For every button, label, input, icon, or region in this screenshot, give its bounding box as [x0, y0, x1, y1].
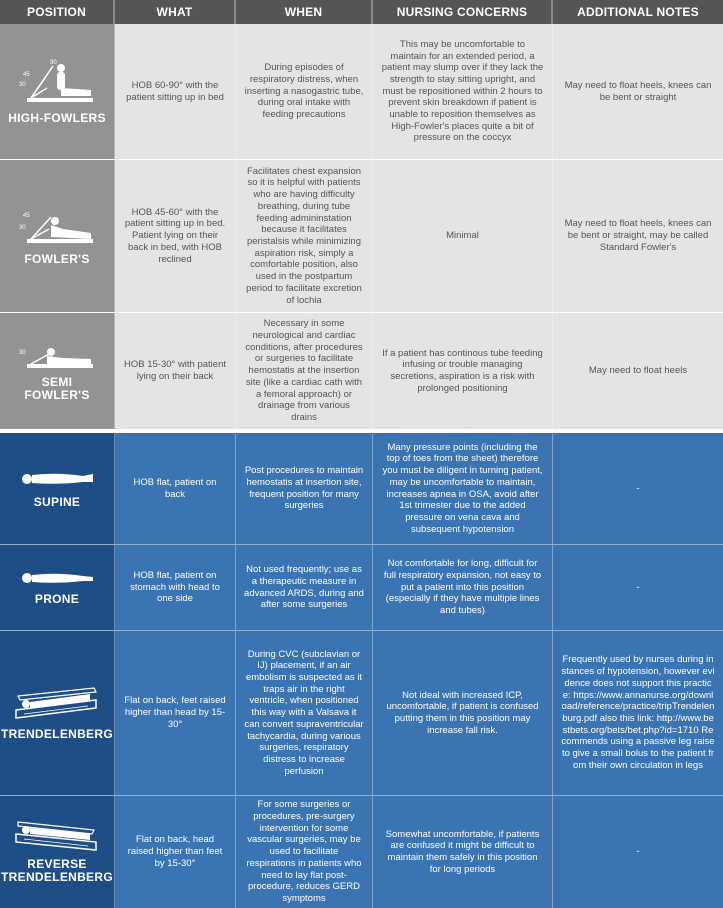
what-cell: HOB 15-30° with patient lying on their back: [115, 313, 236, 429]
position-name: SUPINE: [33, 495, 81, 509]
table-header: [0, 0, 723, 24]
position-cell: [0, 160, 115, 312]
when-cell: During episodes of respiratory distress, when inserting a nasogastric tube, during oral intake with feeding precautions: [236, 24, 373, 159]
position-cell: [0, 313, 115, 429]
notes-cell: -: [553, 796, 723, 908]
semi-fowlers-icon: [17, 340, 97, 370]
concerns-cell: Minimal: [373, 160, 553, 312]
when-cell: Necessary in some neurological and cardiac conditions, after procedures or surgeries to facilitate hemostatis at the insertion site (like a cardiac cath with a femoral approach) or drainage from various drains: [236, 313, 373, 429]
concerns-cell: Not ideal with increased ICP, uncomfortable, if patient is confused putting them in this position may increase fall risk.: [373, 631, 553, 795]
what-cell: HOB flat, patient on back: [115, 433, 236, 544]
position-name: FOWLER'S: [24, 251, 90, 266]
when-cell: For some surgeries or procedures, pre-surgery intervention for some vascular surgeries, may be used to facilitate respirations in patients who need to lay flat post-procedure, reduces GERD symptoms: [236, 796, 373, 908]
what-cell: Flat on back, feet raised higher than head by 15-30°: [115, 631, 236, 795]
notes-cell: -: [553, 433, 723, 544]
position-cell: [0, 796, 115, 908]
what-cell: HOB 45-60° with the patient sitting up in bed. Patient lying on their back in bed, with HOB reclined: [115, 160, 236, 312]
notes-cell: May need to float heels: [553, 313, 723, 429]
table-row: [0, 796, 723, 908]
when-cell: Not used frequently; use as a therapeutic measure in advanced ARDS, during and after some surgeries: [236, 545, 373, 630]
position-name: SEMI FOWLER'S: [24, 375, 90, 402]
header-position: POSITION: [0, 0, 115, 24]
position-cell: [0, 545, 115, 630]
header-nursing-concerns: NURSING CONCERNS: [373, 0, 553, 24]
what-cell: Flat on back, head raised higher than feet by 15-30°: [115, 796, 236, 908]
notes-cell: May need to float heels, knees can be bent or straight: [553, 24, 723, 159]
fowlers-icon: [17, 207, 97, 247]
header-additional-notes: ADDITIONAL NOTES: [577, 5, 699, 19]
table-row: [0, 433, 723, 545]
svg-text:30: 30: [19, 82, 26, 88]
table-row: [0, 24, 723, 160]
position-cell: [0, 24, 115, 159]
table-row: [0, 545, 723, 631]
prone-icon: [17, 569, 97, 587]
notes-cell: Frequently used by nurses during instances of hypotension, however evidence does not support this practice: https://www.annanurse.org/download/reference/practice/tripTrendelenburg.pdf also this link: http://www.bestbets.org/bets/bet.php?id=1710 Recommends using a passive leg raise to give a small bolus to the patient from their own circulation in legs: [553, 631, 723, 795]
concerns-cell: If a patient has continous tube feeding infusing or trouble managing secretions, aspiration is a risk with prolonged positioning: [373, 313, 553, 429]
position-name: HIGH-FOWLERS: [8, 111, 106, 125]
table-row: [0, 313, 723, 429]
trendelenberg-icon: [14, 686, 100, 722]
when-cell: During CVC (subclavian or IJ) placement, if an air embolism is suspected as it traps air in the right ventricle, when positioned this way with a Valsava it can convert supraventricular tachycardia, during various surgeries, respiratory distress to increase perfusion: [236, 631, 373, 795]
svg-text:30: 30: [19, 350, 26, 356]
svg-text:30: 30: [19, 224, 26, 231]
position-name: TRENDELENBERG: [1, 726, 113, 741]
svg-text:45: 45: [23, 72, 30, 78]
svg-text:45: 45: [23, 212, 30, 219]
concerns-cell: Somewhat uncomfortable, if patients are confused it might be difficult to maintain them safely in this position for long periods: [373, 796, 553, 908]
concerns-cell: This may be uncomfortable to maintain for an extended period, a patient may slump over if they lack the strength to stay sitting upright, and must be repositioned within 2 hours to prevent skin breakdown if patient is unable to reposition themselves as High-Fowler's places quite a bit of pressure on the coccyx: [373, 24, 553, 159]
table-row: [0, 160, 723, 313]
position-cell: [0, 631, 115, 795]
notes-cell: May need to float heels, knees can be bent or straight, may be called Standard Fowler's: [553, 160, 723, 312]
supine-icon: [17, 468, 97, 490]
position-name: PRONE: [34, 592, 80, 606]
concerns-cell: Many pressure points (including the top of toes from the sheet) therefore you must be diligent in turning patient, may be uncomfortable to maintain, increases apnea in OSA, avoid after 1st trimester due to the added pressure on vena cava and subsequent hypotension: [373, 433, 553, 544]
when-cell: Facilitates chest expansion so it is helpful with patients who are having difficulty breathing, during tube feeding admininstation because it facilitates peristalsis while minimizing aspiration risk, simply a comfortable position, also used in the postpartum period to facilitate excretion of lochia: [236, 160, 373, 312]
table-row: [0, 631, 723, 796]
what-cell: HOB flat, patient on stomach with head to one side: [115, 545, 236, 630]
what-cell: HOB 60-90° with the patient sitting up in bed: [115, 24, 236, 159]
concerns-cell: Not comfortable for long, difficult for full respiratory expansion, not easy to put a patient into this position (especially if they have multiple lines and tubes): [373, 545, 553, 630]
reverse-trendelenberg-icon: [14, 820, 100, 854]
high-fowlers-icon: [17, 58, 97, 106]
notes-cell: -: [553, 545, 723, 630]
header-what: WHAT: [115, 0, 236, 24]
position-name: REVERSE TRENDELENBERG: [1, 857, 113, 884]
svg-text:90: 90: [50, 60, 57, 66]
header-when: WHEN: [236, 0, 373, 24]
when-cell: Post procedures to maintain hemostatis at insertion site, frequent position for many surgeries: [236, 433, 373, 544]
position-cell: [0, 433, 115, 544]
